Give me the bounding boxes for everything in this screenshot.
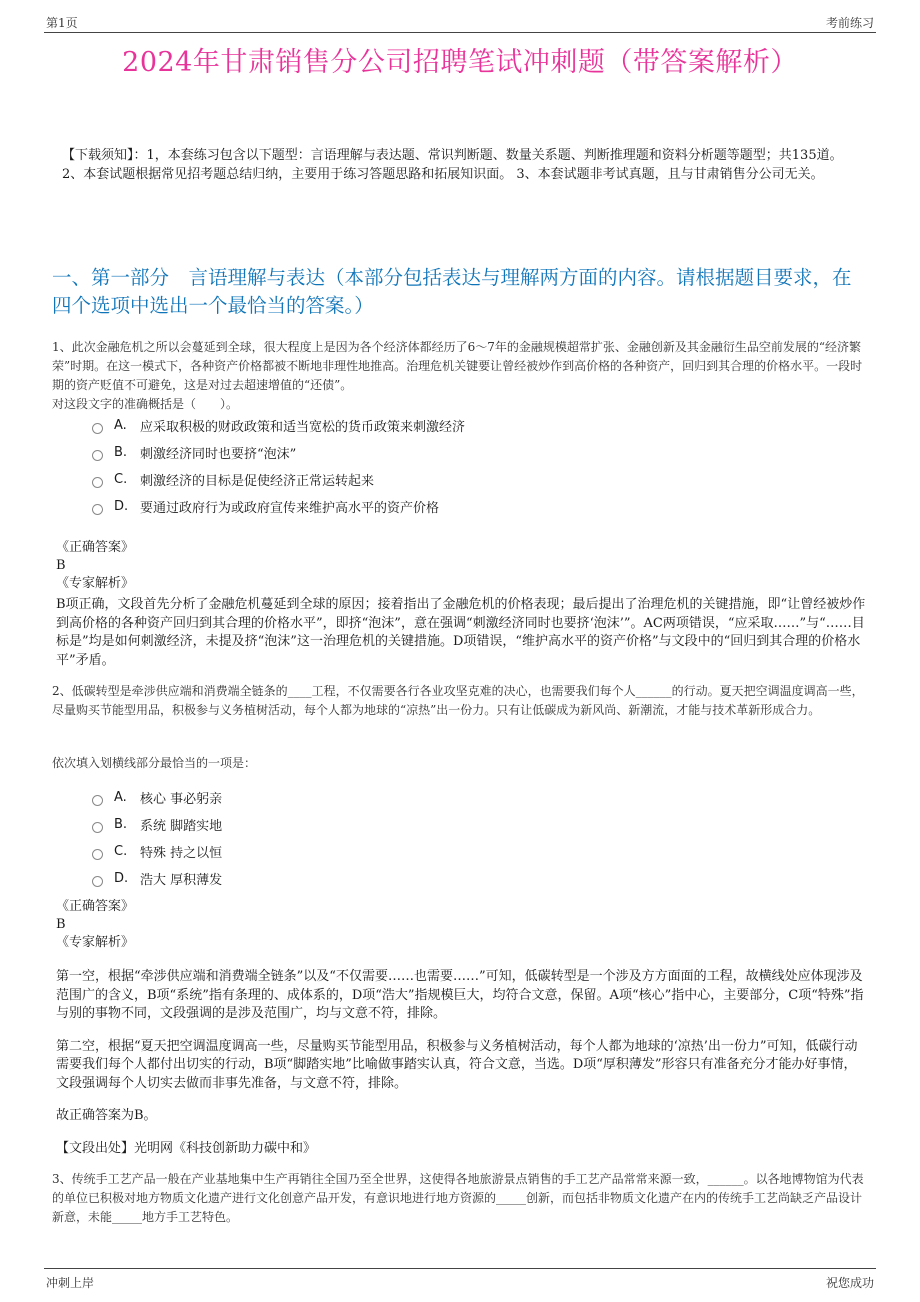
- radio-icon[interactable]: [92, 795, 103, 806]
- page-number: 第1页: [46, 16, 78, 30]
- radio-icon[interactable]: [92, 450, 103, 461]
- header-tag: 考前练习: [825, 16, 874, 30]
- passage-source: 【文段出处】光明网《科技创新助力碳中和》: [56, 1140, 317, 1156]
- analysis-label: 《专家解析》: [56, 576, 135, 591]
- radio-icon[interactable]: [92, 477, 103, 488]
- question-1-answer: [56, 539, 862, 593]
- analysis-paragraph-2: 第二空，根据“夏天把空调温度调高一些，尽量购买节能型用品，积极参与义务植树活动，每个人都为地球的‘凉热’出一份力”可知，低碳行动需要我们每个人都付出切实的行动，B项“脚踏实地”比喻做事踏实认真，符合文意，当选。D项“厚积薄发”形容只有准备充分才能办好事情，文段强调每个人切实去做而非事先准备，与文意不符，排除。: [56, 1038, 858, 1091]
- radio-icon[interactable]: [92, 849, 103, 860]
- analysis-text: B项正确，文段首先分析了金融危机蔓延到全球的原因；接着指出了金融危机的价格表现；最后提出了治理危机的关键措施，即“让曾经被炒作到高价格的各种资产回归到其合理的价格水平”，即挤“泡沫”，意在强调“刺激经济同时也要挤‘泡沫’”。AC两项错误，“应采取……”与“……目标是”均是如何刺激经济，未提及挤“泡沫”这一治理危机的关键措施。D项错误，“维护高水平的资产价格”与文段中的“回归到其合理的价格水平”矛盾。: [56, 597, 866, 668]
- analysis-conclusion: 故正确答案为B。: [56, 1108, 157, 1123]
- radio-icon[interactable]: [92, 504, 103, 515]
- question-2-option-c[interactable]: C. 特殊 持之以恒: [92, 838, 860, 865]
- option-text: 刺激经济同时也要挤“泡沫”: [140, 447, 297, 462]
- page-header: [44, 10, 876, 33]
- answer-value: B: [56, 558, 66, 573]
- question-2-options: [92, 784, 860, 892]
- answer-value: B: [56, 917, 66, 932]
- question-2-text: [52, 682, 870, 720]
- question-2-answer: [56, 898, 862, 952]
- question-2-prompt: 依次填入划横线部分最恰当的一项是：: [52, 756, 257, 770]
- question-1-passage: 1、此次金融危机之所以会蔓延到全球，很大程度上是因为各个经济体都经历了6～7年的金融规模超常扩张、金融创新及其金融衍生品空前发展的“经济繁荣”时期。在这一模式下，各种资产价格都被不断地非理性地推高。治理危机关键要让曾经被炒作到高价格的各种资产，回归到其合理的价格水平。一段时期的资产贬值不可避免，这是对过去超速增值的“还债”。: [52, 340, 863, 392]
- option-text: 核心 事必躬亲: [140, 792, 223, 807]
- question-1-analysis: [56, 596, 866, 684]
- footer-left: 冲刺上岸: [46, 1276, 95, 1290]
- option-text: 要通过政府行为或政府宣传来维护高水平的资产价格: [140, 501, 440, 516]
- radio-icon[interactable]: [92, 876, 103, 887]
- radio-icon[interactable]: [92, 822, 103, 833]
- question-2-analysis: [56, 968, 866, 1172]
- answer-label: 《正确答案》: [56, 540, 135, 555]
- question-2-option-b[interactable]: B. 系统 脚踏实地: [92, 811, 860, 838]
- question-2-passage: 2、低碳转型是牵涉供应端和消费端全链条的____工程，不仅需要各行各业攻坚克难的决心，也需要我们每个人______的行动。夏天把空调温度调高一些，尽量购买节能型用品，积极参与义务植树活动，每个人都为地球的“凉热”出一份力。只有让低碳成为新风尚、新潮流，才能与技术革新形成合力。: [52, 684, 864, 717]
- question-1-option-b[interactable]: B. 刺激经济同时也要挤“泡沫”: [92, 439, 860, 466]
- option-text: 浩大 厚积薄发: [140, 873, 223, 888]
- question-1-option-d[interactable]: D. 要通过政府行为或政府宣传来维护高水平的资产价格: [92, 493, 860, 520]
- question-2-option-a[interactable]: A. 核心 事必躬亲: [92, 784, 860, 811]
- question-1-options: [92, 412, 860, 520]
- analysis-label: 《专家解析》: [56, 935, 135, 950]
- question-1-prompt: 对这段文字的准确概括是（ ）。: [52, 397, 239, 411]
- option-text: 刺激经济的目标是促使经济正常运转起来: [140, 474, 375, 489]
- question-3-text: 3、传统手工艺产品一般在产业基地集中生产再销往全国乃至全世界，这使得各地旅游景点销售的手工艺产品常常来源一致，______。以各地博物馆为代表的单位已积极对地方物质文化遗产进行文化创意产品开发，有意识地进行地方资源的_____创新，而包括非物质文化遗产在内的传统手工艺尚缺乏产品设计新意，未能_____地方手工艺特色。: [52, 1172, 864, 1224]
- page-footer: [44, 1268, 876, 1291]
- section-title: 一、第一部分 言语理解与表达（本部分包括表达与理解两方面的内容。请根据题目要求，在四个选项中选出一个最恰当的答案。）: [52, 266, 852, 317]
- document-title: 2024年甘肃销售分公司招聘笔试冲刺题（带答案解析）: [122, 47, 798, 78]
- analysis-paragraph-1: 第一空，根据“牵涉供应端和消费端全链条”以及“不仅需要……也需要……”可知，低碳转型是一个涉及方方面面的工程，故横线处应体现涉及范围广的含义，B项“系统”指有条理的、成体系的，D项“浩大”指规模巨大，均符合文意，保留。A项“核心”指中心，主要部分，C项“特殊”指与别的事物不同，文段强调的是涉及范围广，均与文意不符，排除。: [56, 969, 864, 1021]
- option-text: 应采取积极的财政政策和适当宽松的货币政策来刺激经济: [140, 420, 466, 435]
- question-1-text: [52, 338, 870, 414]
- answer-label: 《正确答案》: [56, 899, 135, 914]
- option-text: 特殊 持之以恒: [140, 846, 223, 861]
- option-text: 系统 脚踏实地: [140, 819, 223, 834]
- footer-right: 祝您成功: [825, 1276, 874, 1290]
- download-notice: 【下载须知】：1，本套练习包含以下题型：言语理解与表达题、常识判断题、数量关系题、判断推理题和资料分析题等题型；共135道。 2、本套试题根据常见招考题总结归纳，主要用于练习答题思路和拓展知识面。 3、本套试题非考试真题，且与甘肃销售分公司无关。: [62, 148, 843, 182]
- question-1-option-c[interactable]: C. 刺激经济的目标是促使经济正常运转起来: [92, 466, 860, 493]
- question-1-option-a[interactable]: A. 应采取积极的财政政策和适当宽松的货币政策来刺激经济: [92, 412, 860, 439]
- radio-icon[interactable]: [92, 423, 103, 434]
- question-2-option-d[interactable]: D. 浩大 厚积薄发: [92, 865, 860, 892]
